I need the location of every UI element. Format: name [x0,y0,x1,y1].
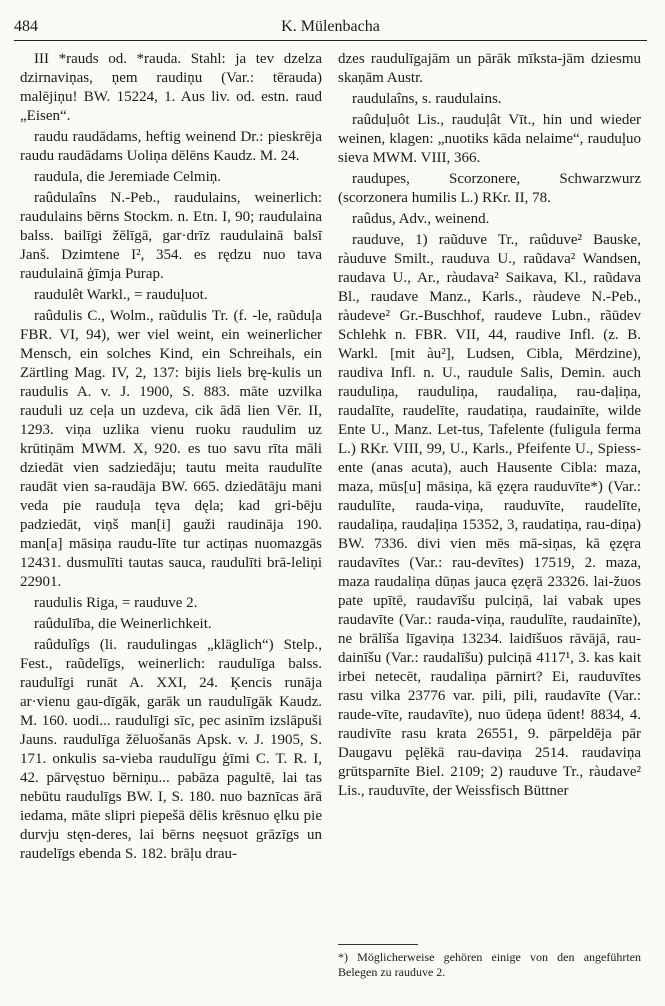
entry-raudulet: raudulêt Warkl., = rauduļuot. [34,287,208,303]
entry-raudu-raudadams: raudu raudādams, heftig weinend Dr.: pieskrēja raudu raudādams Uoliņa dēlēns Kaudz. M. 24. [20,129,322,164]
entry-rauduligs: raûdulîgs (li. raudulingas „kläglich“) Stelp., Fest., raũdelīgs, weinerlich: raudulīga balss. raudulīgi runāt A. XXI, 24. Ķencis runāja ar·vienu gau-dīgāk, garāk un raudulīgāk Kaudz. M. 160. uodi... raudulīgi sīc, pec asinīm izslāpuši Jauns. raudulīga žēluošanās Apsk. v. J. 1905, S. 171. onkulis sa-vieba raudulīgu ģīmi C. T. R. I, 42. pārvęstuo bērniņu... pabāza pagultē, lai tas nebūtu raudulīgs BW. I, S. 180. nuo baznīcas ārā iedama, māte slipri piepešā dēlis krēsnuo ęlku pie durvju stęn-deres, lai bērns neęsuot grāzīgs un raudelīgs ebenda S. 182. brāļu drau- [20,637,322,862]
running-head: K. Mülenbacha [281,18,380,35]
entry-raudupes: raudupes, Scorzonere, Schwarzwurz (scorzonera humilis L.) RKr. II, 78. [338,171,641,206]
page-header [14,12,647,42]
entry-raudulis-riga: raudulis Riga, = rauduve 2. [34,595,198,611]
entry-raudula: raudula, die Jeremiade Celmiņ. [34,169,222,185]
entry-raudus: raûdus, Adv., weinend. [352,211,490,227]
left-column [20,50,322,866]
footnote-rule [338,944,418,945]
right-column [338,50,641,803]
entry-raudulains-ref: raudulaîns, s. raudulains. [352,91,502,107]
entry-raudulot: raûduļuôt Lis., rauduļât Vīt., hin und wieder weinen, klagen: „nuotiks kāda nelaime“, rauduļuo sieva MWM. VIII, 366. [338,112,641,166]
header-rule [14,40,647,41]
entry-raudulis: raûdulis C., Wolm., raũdulis Tr. (f. -le, raũduļa FBR. VI, 94), wer viel weint, ein weinerlicher Mensch, ein solches Kind, ein Schreihals, ein Zärtling Mag. IV, 2, 137: bijis liels brę-kulis un raudulis A. v. J. 1900, S. 883. māte uzvilka rauduli uz ceļa un uzdeva, cik ādā lien Vēr. II, 1293. viņa uzlika vienu ruoku raudulim uz krūtiņām MWM. X, 920. es tuo savu rīta māli dziedāt vien sadziedāju; tautu meita raudulīte raudāt vien sa-raudāja BW. 665. dziedātāju mani veda pie rauduļa tęva dęla; kad gri-bēju padziedāt, viņš man[i] gauži raudināja 190. man[a] māsiņa raudu-līte tur actiņas nuomazgās 12431. dusmulīti tautas sauca, raudulīti brā-leliņi 22901. [20,308,322,590]
entry-raudulains: raûdulaîns N.-Peb., raudulains, weinerlich: raudulains bērns Stockm. n. Etn. I, 90; raudulaina balss. bailīgi žēlīgā, gar·drīz raudulainā balsī Janš. Dzimtene I², 354. es rędzu nuo tava raudulainā ģīmja Purap. [20,190,322,282]
page-number: 484 [14,18,38,35]
entry-rauds: III *rauds od. *rauda. Stahl: ja tev dzelza dzirnaviņas, ņem raudiņu (Var.: tērauda) malējiņu! BW. 15224, 1. Aus liv. od. estn. raud „Eisen“. [20,51,322,124]
footnote: *) Möglicherweise gehören einige von den angeführten Belegen zu rauduve 2. [338,950,641,979]
entry-continuation: dzes raudulīgajām un pārāk mīksta-jām dziesmu skaņām Austr. [338,51,641,86]
entry-rauduve: rauduve, 1) raũduve Tr., raûduve² Bauske, ràuduve Smilt., rauduva U., raũdava² Wandsen, raudava U., Ar., ràudava² Saikava, Kl., raũdava Bl., raudave Manz., Karls., ràudeve N.-Peb., ràudeve² Gr.-Buschhof, raudeve Lubn., rãūdev Schlehk n. FBR. VII, 44, raudive Infl. (z. B. Warkl. [mit àu²], Ludsen, Cibla, Mērdzine), raudiva Infl. n. U., raudule Salis, Demin. auch rauduliņa, rauduliņa, raudaliņa, rau-daļiņa, raudalīte, raudelīte, raudatiņa, raudainīte, wilde Ente U., Manz. Let-tus, Tafelente (fuligula ferma L.) RKr. VIII, 99, U., Karls., Pfeifente U., Spiess-ente (anas acuta), auch Hausente Cibla: maza, maza, mūs[u] māsiņa, kā ęzęra rauduvīte*) (Var.: raudulīte, rauda-viņa, rauduvīte, raudelīte, raudaliņa, raudaļiņa 15352, 3, raudatiņa, rau-diņa) BW. 7336. divi vien mēs mā-siņas, kā ęzęra raudavītes (Var.: rau-devītes) 17519, 2. maza, maza raudaliņa dūņas jauca ęzęrā 23326. lai-žuos pate upītē, raudavīšu pulciņā, lai vabak upes raudavīte (Var.: rauda-viņa, raudulīte, raudainīte), ne brālīša līgaviņa 13234. laidīšuos rāvājā, rau-dainīšu (Var.: raudalīšu) pulciņā 4117¹, 3. kas kait irbei netecēt, raudaliņa pārnirt? Ei, rauduvītes rasu vilka 23776 var. pili, pili, raudavīte (Var.: raude-vīte, raudavīte), nuo ūdeņa ūdent! 8834, 4. raudivīte rasu krata 26551, 9. pārpeldēja pār Daugavu pęlēkā rau-daviņa 2514. raudaviņa grūtsparnīte Biel. 2109; 2) rauduve Tr., ràudave² Lis., rauduvīte, der Weissfisch Büttner [338,232,641,799]
entry-raudulibа: raûdulība, die Weinerlichkeit. [34,616,212,632]
